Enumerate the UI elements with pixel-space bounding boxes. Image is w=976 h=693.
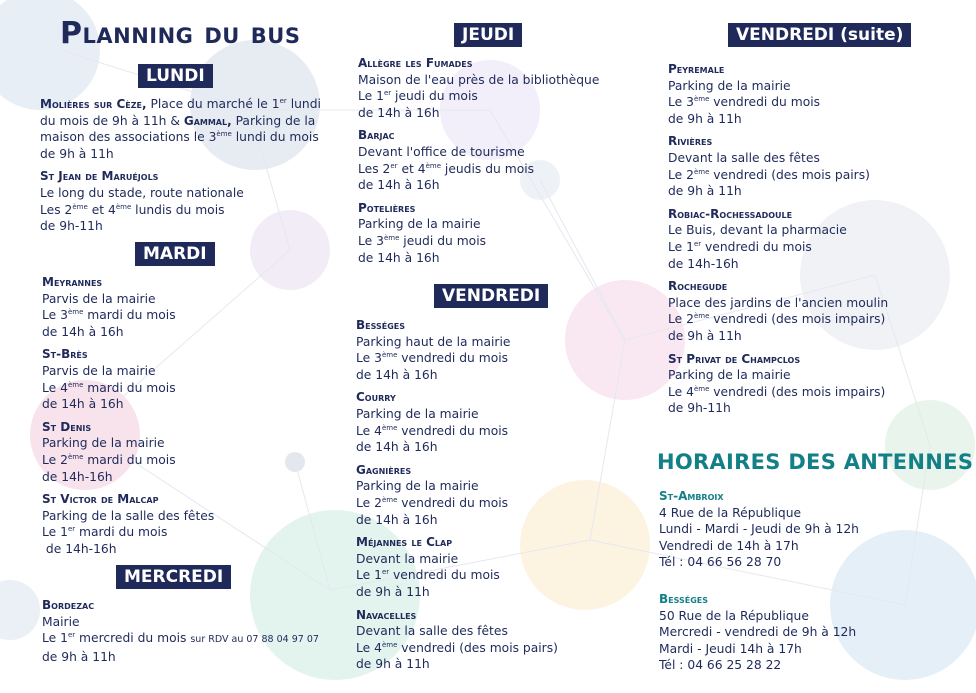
vendredi-suite-entries [668,61,888,417]
vendredi-suite-entry: Rochegude Place des jardins de l'ancien moulin Le 2ème vendredi (des mois impairs) de 9h à 11h [668,279,889,343]
jeudi-entry: Allègre les Fumades Maison de l'eau près de la bibliothèque Le 1er jeudi du mois de 14h à 16h [358,56,600,120]
lundi-line-2: du mois de 9h à 11h & Gammal, Parking de la [40,113,316,128]
jeudi-entry: Barjac Devant l'office de tourisme Les 2er et 4ème jeudis du mois de 14h à 16h [358,128,535,193]
lundi-line-4: de 9h à 11h [40,146,114,161]
day-header-mardi: MARDI [135,242,215,266]
lundi-line-1: Molières sur Cèze, Place du marché le 1er lundi [40,96,321,111]
vendredi-entry: Méjannes le Clap Devant la mairie Le 1er vendredi du mois de 9h à 11h [356,535,500,599]
jeudi-entries [358,55,599,266]
mercredi-entry: Bordezac Mairie Le 1er mercredi du mois sur RDV au 07 88 04 97 07 de 9h à 11h [42,598,319,664]
day-header-vendredi-suite: VENDREDI (suite) [728,23,911,47]
day-header-vendredi: VENDREDI [434,284,548,308]
antennes-title: HORAIRES DES ANTENNES [657,450,974,474]
phone-number: Tél : 04 66 25 28 22 [659,658,782,673]
day-header-mercredi: MERCREDI [116,565,231,589]
vendredi-suite-entry: St Privat de Champclos Parking de la mairie Le 4ème vendredi (des mois impairs) de 9h-11h [668,351,886,416]
vendredi-entries [356,317,558,673]
vendredi-entry: Gagnières Parking de la mairie Le 2ème vendredi du mois de 14h à 16h [356,462,509,527]
mardi-entry: St Victor de Malcap Parking de la salle des fêtes Le 1er mardi du mois de 14h-16h [42,492,215,556]
phone-number: Tél : 04 66 56 28 70 [659,555,782,570]
vendredi-entry: Courry Parking de la mairie Le 4ème vendredi du mois de 14h à 16h [356,390,509,455]
lundi-st-jean-hours: de 9h-11h [40,219,103,234]
lundi-line-3: maison des associations le 3ème lundi du mois [40,130,319,145]
day-header-jeudi: JEUDI [454,23,522,47]
lundi-town-st-jean: St Jean de Maruéjols [40,169,159,184]
antennes-entries [659,488,859,674]
jeudi-entry: Potelières Parking de la mairie Le 3ème jeudi du mois de 14h à 16h [358,200,487,265]
mardi-entry: St Denis Parking de la mairie Le 2ème mardi du mois de 14h-16h [42,419,176,484]
vendredi-suite-entry: Robiac-Rochessadoule Le Buis, devant la pharmacie Le 1er vendredi du mois de 14h-16h [668,206,847,271]
mardi-entries [42,274,214,558]
vendredi-entry: Bességes Parking haut de la mairie Le 3ème vendredi du mois de 14h à 16h [356,318,511,382]
vendredi-entry: Navacelles Devant la salle des fêtes Le 4ème vendredi (des mois pairs) de 9h à 11h [356,607,558,672]
mardi-entry: St-Brès Parvis de la mairie Le 4ème mardi du mois de 14h à 16h [42,347,176,412]
lundi-st-jean-days: Les 2ème et 4ème lundis du mois [40,202,225,217]
page-title: Planning du bus [60,16,301,51]
vendredi-suite-entry: Rivières Devant la salle des fêtes Le 2ème vendredi (des mois pairs) de 9h à 11h [668,134,870,199]
vendredi-suite-entry: Peyremale Parking de la mairie Le 3ème vendredi du mois de 9h à 11h [668,62,821,126]
day-header-lundi: LUNDI [138,64,213,88]
lundi-entries [40,96,321,235]
antenne-entry: St-Ambroix 4 Rue de la République Lundi - Mardi - Jeudi de 9h à 12h Vendredi de 14h à 17h Tél : 04 66 56 28 70 [659,489,859,570]
antenne-entry: Bességes 50 Rue de la République Mercredi - vendredi de 9h à 12h Mardi - Jeudi 14h à 17h Tél : 04 66 25 28 22 [659,591,859,674]
lundi-st-jean-place: Le long du stade, route nationale [40,185,244,200]
mardi-entry: Meyrannes Parvis de la mairie Le 3ème mardi du mois de 14h à 16h [42,275,176,339]
